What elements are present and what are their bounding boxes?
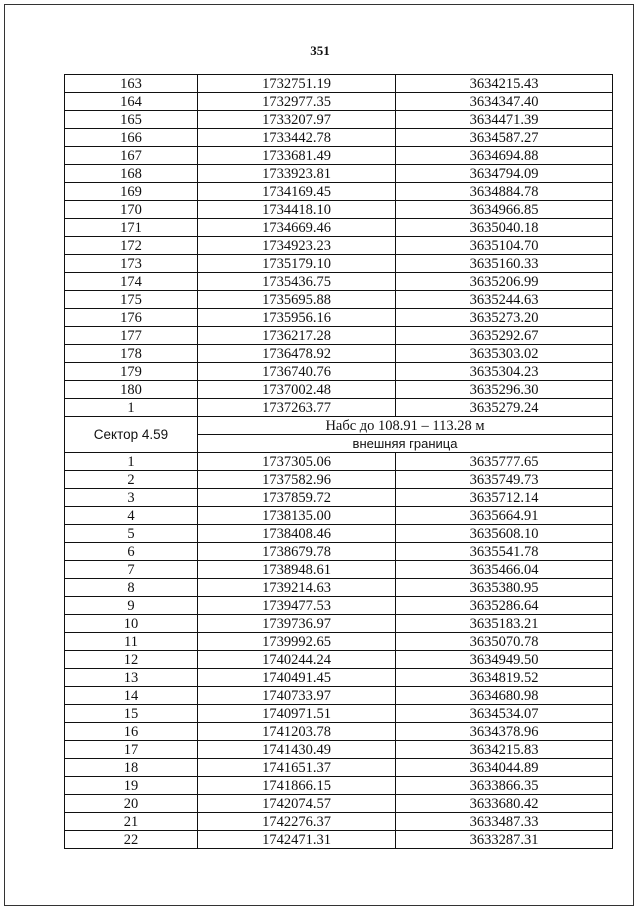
x-coordinate-cell: 1732977.35 [198, 93, 396, 111]
table-row [65, 705, 613, 723]
height-range-label: Набс до 108.91 – 113.28 м [198, 417, 613, 435]
point-number-cell: 4 [65, 507, 198, 525]
y-coordinate-cell: 3634215.83 [396, 741, 613, 759]
table-row [65, 831, 613, 849]
y-coordinate-cell: 3635466.04 [396, 561, 613, 579]
coordinates-table [64, 74, 613, 849]
x-coordinate-cell: 1738135.00 [198, 507, 396, 525]
point-number-cell: 21 [65, 813, 198, 831]
x-coordinate-cell: 1740491.45 [198, 669, 396, 687]
x-coordinate-cell: 1742471.31 [198, 831, 396, 849]
table-row [65, 687, 613, 705]
page-number: 351 [310, 43, 330, 58]
point-number-cell: 169 [65, 183, 198, 201]
y-coordinate-cell: 3635541.78 [396, 543, 613, 561]
x-coordinate-cell: 1734169.45 [198, 183, 396, 201]
point-number-cell: 3 [65, 489, 198, 507]
point-number-cell: 174 [65, 273, 198, 291]
table-row [65, 759, 613, 777]
y-coordinate-cell: 3635244.63 [396, 291, 613, 309]
point-number-cell: 175 [65, 291, 198, 309]
y-coordinate-cell: 3635608.10 [396, 525, 613, 543]
point-number-cell: 166 [65, 129, 198, 147]
point-number-cell: 17 [65, 741, 198, 759]
x-coordinate-cell: 1739477.53 [198, 597, 396, 615]
x-coordinate-cell: 1734669.46 [198, 219, 396, 237]
table-row [65, 93, 613, 111]
y-coordinate-cell: 3635303.02 [396, 345, 613, 363]
point-number-cell: 5 [65, 525, 198, 543]
y-coordinate-cell: 3634378.96 [396, 723, 613, 741]
y-coordinate-cell: 3634215.43 [396, 75, 613, 93]
point-number-cell: 173 [65, 255, 198, 273]
point-number-cell: 19 [65, 777, 198, 795]
point-number-cell: 170 [65, 201, 198, 219]
y-coordinate-cell: 3635183.21 [396, 615, 613, 633]
table-row [65, 633, 613, 651]
x-coordinate-cell: 1737263.77 [198, 399, 396, 417]
y-coordinate-cell: 3634794.09 [396, 165, 613, 183]
point-number-cell: 167 [65, 147, 198, 165]
x-coordinate-cell: 1742276.37 [198, 813, 396, 831]
point-number-cell: 171 [65, 219, 198, 237]
point-number-cell: 180 [65, 381, 198, 399]
point-number-cell: 22 [65, 831, 198, 849]
x-coordinate-cell: 1737305.06 [198, 453, 396, 471]
point-number-cell: 1 [65, 399, 198, 417]
sector-header [65, 417, 613, 453]
y-coordinate-cell: 3634966.85 [396, 201, 613, 219]
table-row [65, 183, 613, 201]
x-coordinate-cell: 1736478.92 [198, 345, 396, 363]
table-row [65, 201, 613, 219]
table-row [65, 75, 613, 93]
table-row [65, 327, 613, 345]
table-row [65, 471, 613, 489]
y-coordinate-cell: 3633866.35 [396, 777, 613, 795]
point-number-cell: 11 [65, 633, 198, 651]
y-coordinate-cell: 3635777.65 [396, 453, 613, 471]
y-coordinate-cell: 3635040.18 [396, 219, 613, 237]
point-number-cell: 15 [65, 705, 198, 723]
table-row [65, 219, 613, 237]
x-coordinate-cell: 1740733.97 [198, 687, 396, 705]
y-coordinate-cell: 3635206.99 [396, 273, 613, 291]
boundary-label: внешняя граница [198, 435, 613, 453]
y-coordinate-cell: 3635712.14 [396, 489, 613, 507]
table-row [65, 165, 613, 183]
x-coordinate-cell: 1740971.51 [198, 705, 396, 723]
x-coordinate-cell: 1739992.65 [198, 633, 396, 651]
table-row [65, 525, 613, 543]
point-number-cell: 1 [65, 453, 198, 471]
point-number-cell: 20 [65, 795, 198, 813]
table-row [65, 255, 613, 273]
point-number-cell: 172 [65, 237, 198, 255]
x-coordinate-cell: 1733207.97 [198, 111, 396, 129]
table-row [65, 813, 613, 831]
y-coordinate-cell: 3635296.30 [396, 381, 613, 399]
table-row [65, 237, 613, 255]
point-number-cell: 168 [65, 165, 198, 183]
x-coordinate-cell: 1737002.48 [198, 381, 396, 399]
x-coordinate-cell: 1739214.63 [198, 579, 396, 597]
point-number-cell: 13 [65, 669, 198, 687]
table-body-after-sector [65, 453, 613, 849]
y-coordinate-cell: 3634949.50 [396, 651, 613, 669]
point-number-cell: 165 [65, 111, 198, 129]
point-number-cell: 8 [65, 579, 198, 597]
table-row [65, 381, 613, 399]
y-coordinate-cell: 3635664.91 [396, 507, 613, 525]
y-coordinate-cell: 3635304.23 [396, 363, 613, 381]
x-coordinate-cell: 1740244.24 [198, 651, 396, 669]
x-coordinate-cell: 1733923.81 [198, 165, 396, 183]
table-row [65, 723, 613, 741]
table-row [65, 669, 613, 687]
table-row [65, 561, 613, 579]
x-coordinate-cell: 1735956.16 [198, 309, 396, 327]
table-row [65, 795, 613, 813]
x-coordinate-cell: 1734418.10 [198, 201, 396, 219]
table-row [65, 651, 613, 669]
table-row [65, 615, 613, 633]
table-row [65, 453, 613, 471]
x-coordinate-cell: 1737859.72 [198, 489, 396, 507]
x-coordinate-cell: 1737582.96 [198, 471, 396, 489]
x-coordinate-cell: 1733681.49 [198, 147, 396, 165]
table-row [65, 111, 613, 129]
y-coordinate-cell: 3634587.27 [396, 129, 613, 147]
x-coordinate-cell: 1734923.23 [198, 237, 396, 255]
y-coordinate-cell: 3634534.07 [396, 705, 613, 723]
table-body-before-sector [65, 75, 613, 417]
table-row [65, 777, 613, 795]
table-row [65, 489, 613, 507]
point-number-cell: 9 [65, 597, 198, 615]
y-coordinate-cell: 3633287.31 [396, 831, 613, 849]
y-coordinate-cell: 3635104.70 [396, 237, 613, 255]
x-coordinate-cell: 1736217.28 [198, 327, 396, 345]
y-coordinate-cell: 3635279.24 [396, 399, 613, 417]
table-row [65, 507, 613, 525]
y-coordinate-cell: 3634694.88 [396, 147, 613, 165]
y-coordinate-cell: 3635292.67 [396, 327, 613, 345]
x-coordinate-cell: 1741430.49 [198, 741, 396, 759]
y-coordinate-cell: 3633487.33 [396, 813, 613, 831]
table-row [65, 129, 613, 147]
sector-label: Сектор 4.59 [65, 417, 198, 453]
y-coordinate-cell: 3634884.78 [396, 183, 613, 201]
y-coordinate-cell: 3634819.52 [396, 669, 613, 687]
y-coordinate-cell: 3634044.89 [396, 759, 613, 777]
table-row [65, 273, 613, 291]
table-row [65, 309, 613, 327]
x-coordinate-cell: 1741866.15 [198, 777, 396, 795]
point-number-cell: 163 [65, 75, 198, 93]
point-number-cell: 179 [65, 363, 198, 381]
point-number-cell: 2 [65, 471, 198, 489]
x-coordinate-cell: 1735179.10 [198, 255, 396, 273]
table-row [65, 147, 613, 165]
y-coordinate-cell: 3635380.95 [396, 579, 613, 597]
x-coordinate-cell: 1732751.19 [198, 75, 396, 93]
table-row [65, 543, 613, 561]
point-number-cell: 6 [65, 543, 198, 561]
table-row [65, 291, 613, 309]
x-coordinate-cell: 1741203.78 [198, 723, 396, 741]
x-coordinate-cell: 1735695.88 [198, 291, 396, 309]
table-row [65, 363, 613, 381]
point-number-cell: 10 [65, 615, 198, 633]
x-coordinate-cell: 1733442.78 [198, 129, 396, 147]
x-coordinate-cell: 1738408.46 [198, 525, 396, 543]
point-number-cell: 176 [65, 309, 198, 327]
y-coordinate-cell: 3635286.64 [396, 597, 613, 615]
y-coordinate-cell: 3633680.42 [396, 795, 613, 813]
x-coordinate-cell: 1735436.75 [198, 273, 396, 291]
point-number-cell: 14 [65, 687, 198, 705]
x-coordinate-cell: 1739736.97 [198, 615, 396, 633]
y-coordinate-cell: 3635160.33 [396, 255, 613, 273]
point-number-cell: 164 [65, 93, 198, 111]
x-coordinate-cell: 1738679.78 [198, 543, 396, 561]
y-coordinate-cell: 3634471.39 [396, 111, 613, 129]
y-coordinate-cell: 3634347.40 [396, 93, 613, 111]
y-coordinate-cell: 3635273.20 [396, 309, 613, 327]
point-number-cell: 16 [65, 723, 198, 741]
table-row [65, 579, 613, 597]
x-coordinate-cell: 1738948.61 [198, 561, 396, 579]
y-coordinate-cell: 3635749.73 [396, 471, 613, 489]
point-number-cell: 18 [65, 759, 198, 777]
x-coordinate-cell: 1742074.57 [198, 795, 396, 813]
point-number-cell: 177 [65, 327, 198, 345]
point-number-cell: 7 [65, 561, 198, 579]
y-coordinate-cell: 3635070.78 [396, 633, 613, 651]
y-coordinate-cell: 3634680.98 [396, 687, 613, 705]
table-row [65, 597, 613, 615]
sector-header-row [65, 417, 613, 435]
point-number-cell: 12 [65, 651, 198, 669]
x-coordinate-cell: 1741651.37 [198, 759, 396, 777]
table-row [65, 741, 613, 759]
x-coordinate-cell: 1736740.76 [198, 363, 396, 381]
table-row [65, 399, 613, 417]
table-row [65, 345, 613, 363]
point-number-cell: 178 [65, 345, 198, 363]
